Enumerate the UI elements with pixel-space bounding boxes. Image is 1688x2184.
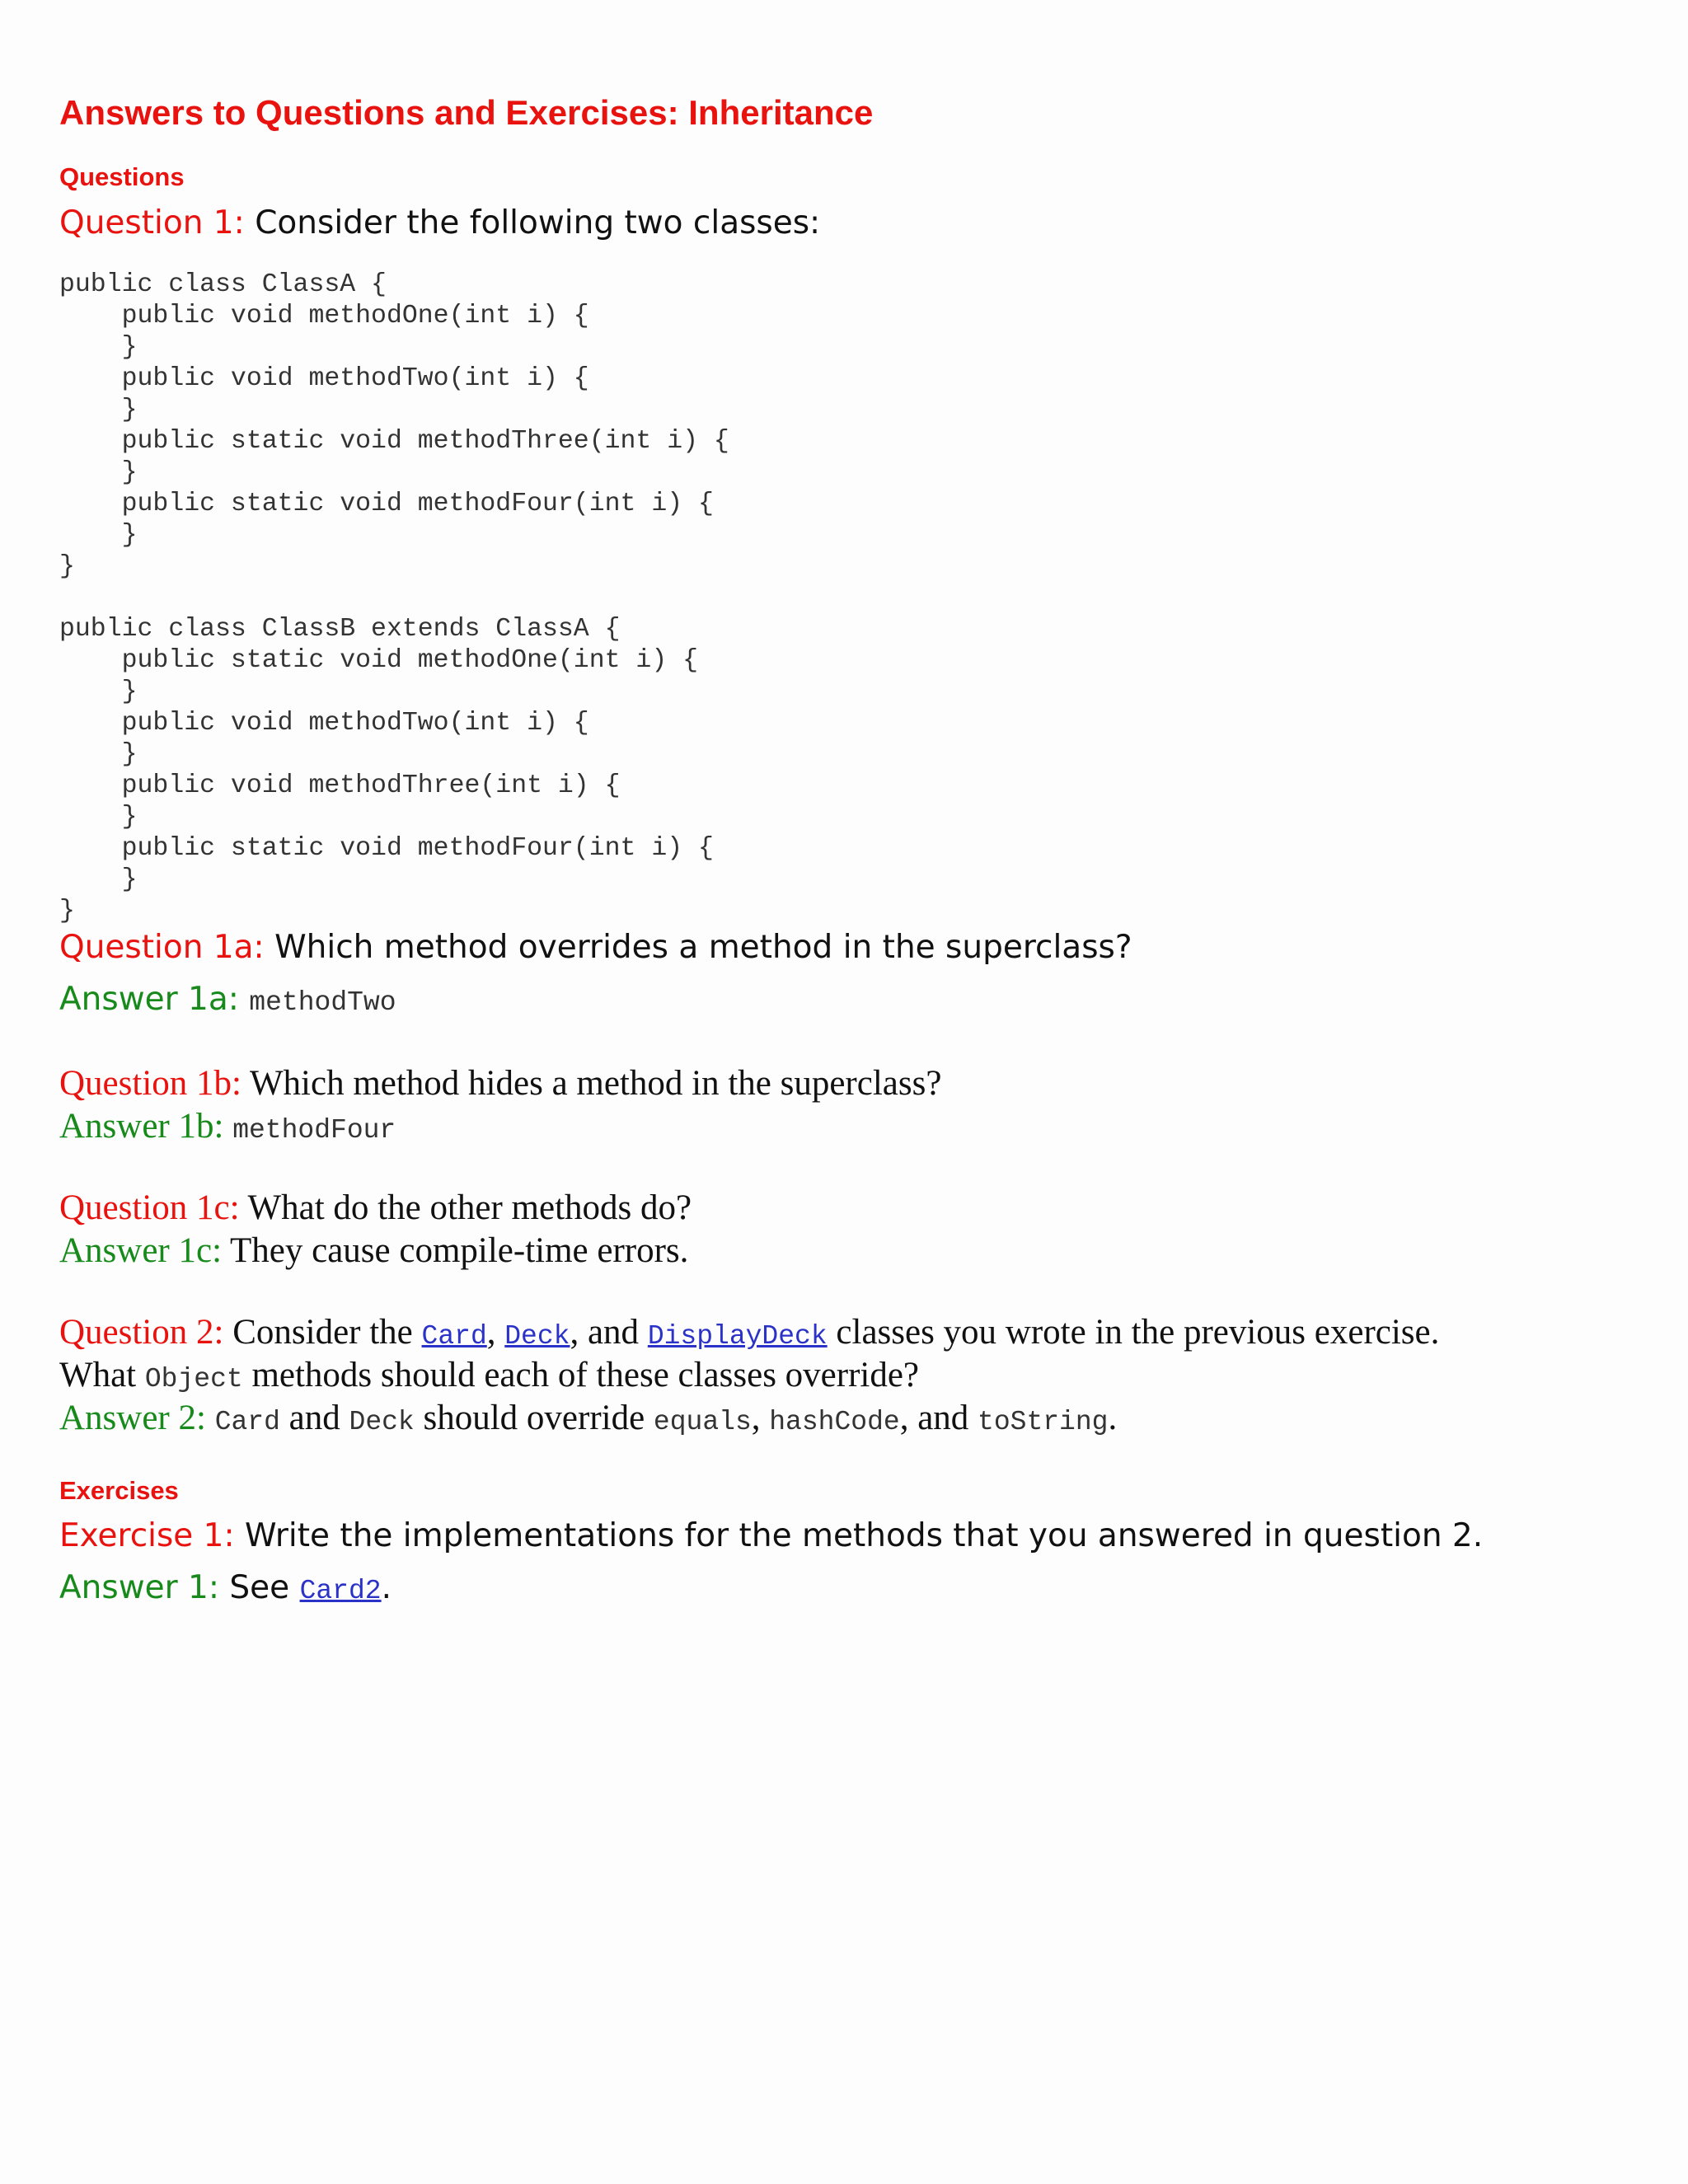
questions-heading: Questions [59, 162, 185, 192]
answer-1a-label: Answer 1a: [59, 981, 239, 1019]
question-1 [59, 204, 1625, 243]
question-1-text: Consider the following two classes: [255, 204, 821, 241]
answer-ex1-pre: See [229, 1569, 290, 1607]
answer-2-card-code: Card [214, 1406, 280, 1437]
answer-1b [59, 1105, 1625, 1148]
question-1b [59, 1062, 1625, 1105]
answer-1c-text: They cause compile-time errors. [230, 1230, 689, 1270]
question-2-object-code: Object [144, 1363, 243, 1394]
card-link[interactable]: Card [421, 1321, 487, 1352]
question-2-sep-1: , [486, 1313, 496, 1352]
answer-2-and-2: , and [899, 1398, 969, 1437]
answer-2-end: . [1108, 1398, 1118, 1437]
question-2-label: Question 2: [59, 1313, 224, 1352]
page-title: Answers to Questions and Exercises: Inheritance [59, 93, 874, 132]
answer-2-mid: should override [423, 1398, 645, 1437]
question-2-text-pre: Consider the [232, 1313, 413, 1352]
question-1b-text: Which method hides a method in the superclass? [249, 1063, 942, 1103]
question-1c [59, 1187, 1625, 1230]
answer-2-equals-code: equals [653, 1406, 752, 1437]
card2-link[interactable]: Card2 [299, 1576, 382, 1607]
question-2-line-2-pre: What [59, 1355, 137, 1394]
question-2-sep-2: , and [570, 1313, 640, 1352]
answer-2-hashcode-code: hashCode [769, 1406, 900, 1437]
answer-2 [59, 1397, 1625, 1440]
answer-1a [59, 981, 1625, 1019]
question-1a-label: Question 1a: [59, 929, 265, 967]
code-block: public class ClassA { public void methodOne(int i) { } public void methodTwo(int i) { } public static void methodThree(int i) { } public static void methodFour(int i) { } } public class ClassB extends ClassA { public static void methodOne(int i) { } public void methodTwo(int i) { } public void methodThree(int i) { } public static void methodFour(int i) { } } [59, 270, 729, 926]
answer-2-comma: , [751, 1398, 761, 1437]
answer-1b-label: Answer 1b: [59, 1106, 224, 1146]
question-1b-label: Question 1b: [59, 1063, 241, 1103]
answer-ex1-label: Answer 1: [59, 1569, 219, 1607]
answer-1c [59, 1230, 1625, 1272]
question-2-text-post: classes you wrote in the previous exercise. [836, 1313, 1440, 1352]
exercise-1-label: Exercise 1: [59, 1517, 235, 1555]
answer-1c-label: Answer 1c: [59, 1230, 223, 1270]
answer-2-tostring-code: toString [978, 1406, 1109, 1437]
question-1c-label: Question 1c: [59, 1188, 240, 1228]
answer-2-deck-code: Deck [349, 1406, 415, 1437]
exercise-1-text: Write the implementations for the methods that you answered in question 2. [245, 1517, 1484, 1555]
document-page [59, 92, 1625, 1608]
question-1a-text: Which method overrides a method in the superclass? [274, 929, 1132, 967]
question-1-label: Question 1: [59, 204, 245, 241]
answer-ex1-end: . [381, 1569, 392, 1607]
question-2-line-1 [59, 1311, 1625, 1354]
answer-2-label: Answer 2: [59, 1398, 206, 1437]
deck-link[interactable]: Deck [504, 1321, 570, 1352]
answer-ex1 [59, 1569, 1625, 1608]
question-2-line-2 [59, 1354, 1625, 1397]
answer-1b-code: methodFour [232, 1114, 396, 1146]
answer-1a-code: methodTwo [249, 987, 396, 1019]
question-1a [59, 929, 1625, 968]
exercises-heading: Exercises [59, 1476, 179, 1506]
question-2-line-2-post: methods should each of these classes override? [251, 1355, 920, 1394]
displaydeck-link[interactable]: DisplayDeck [647, 1321, 828, 1352]
question-1c-text: What do the other methods do? [247, 1188, 692, 1228]
answer-2-and-1: and [288, 1398, 340, 1437]
exercise-1 [59, 1517, 1625, 1556]
